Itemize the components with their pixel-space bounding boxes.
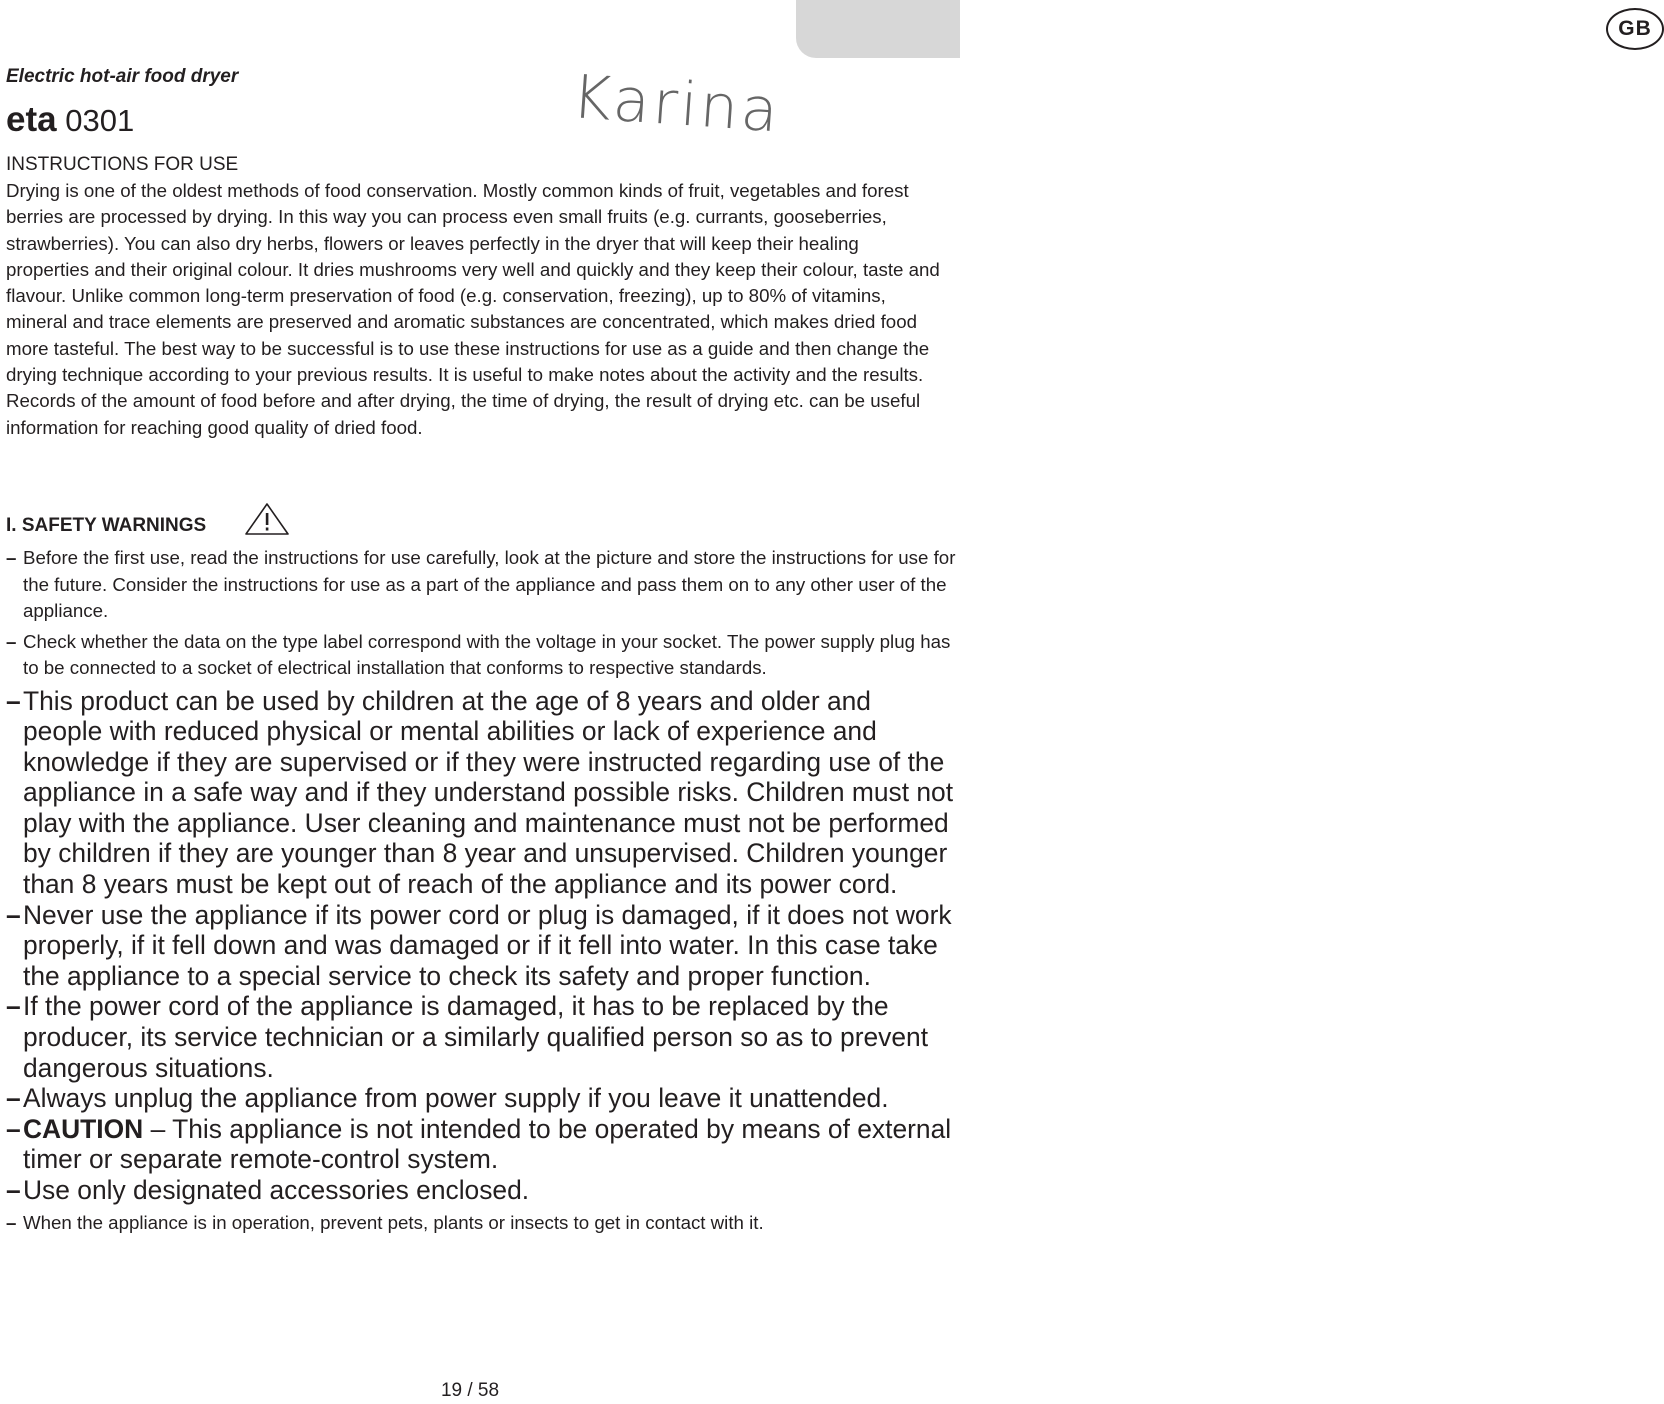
warning-item: [6, 1175, 956, 1206]
caution-dash: –: [150, 1113, 166, 1144]
warning-item: [6, 686, 956, 900]
warning-text: Use only designated accessories enclosed.: [23, 1175, 530, 1205]
warning-text: Always unplug the appliance from power supply if you leave it unattended.: [23, 1083, 889, 1114]
language-badge: GB: [1606, 8, 1664, 50]
warning-text: When the appliance is in operation, prevent pets, plants or insects to get in contact with it.: [23, 1211, 764, 1233]
warning-text: This appliance is not intended to be operated by means of external timer or separate remote-control system.: [23, 1113, 952, 1175]
model-title: [6, 100, 134, 140]
caution-label: CAUTION: [23, 1113, 144, 1144]
warning-text: Before the first use, read the instructions for use carefully, look at the picture and store the instructions for use for the future. Consider the instructions for use as a part of the appliance and pass them on to any other user of the appliance.: [23, 547, 956, 621]
instructions-heading: INSTRUCTIONS FOR USE: [6, 154, 239, 175]
product-logo: Karina: [569, 62, 784, 147]
list-dash: –: [6, 1113, 21, 1144]
list-dash: –: [6, 547, 17, 568]
warning-item: [6, 1083, 956, 1114]
brand-name: eta: [6, 100, 57, 139]
warning-text: This product can be used by children at the age of 8 years and older and people with reduced physical or mental abilities or lack of experience and knowledge if they are supervised or if they were instructed regarding use of the appliance in a safe way and if they understand possible risks. Children must not play with the appliance. User cleaning and maintenance must not be performed by children if they are younger than 8 year and unsupervised. Children younger than 8 years must be kept out of reach of the appliance and its power cord.: [23, 685, 954, 900]
language-tab: [796, 0, 1652, 58]
list-dash: –: [6, 630, 17, 652]
warning-text: Check whether the data on the type label correspond with the voltage in your socket. The power supply plug has to be connected to a socket of electrical installation that conforms to respective standards.: [23, 630, 951, 678]
warning-triangle-icon: [244, 502, 290, 536]
caution-item: [6, 1114, 956, 1175]
warning-item: [6, 545, 956, 625]
model-number: 0301: [65, 103, 135, 138]
warning-item: [6, 629, 956, 682]
list-dash: –: [6, 899, 21, 930]
list-dash: –: [6, 1083, 21, 1114]
warning-text: Never use the appliance if its power cord or plug is damaged, if it does not work properly, if it fell down and was damaged or if it fell into water. In this case take the appliance to a special service to check its safety and proper function.: [23, 899, 952, 991]
intro-paragraph: Drying is one of the oldest methods of food conservation. Mostly common kinds of fruit, vegetables and forest berries are processed by drying. In this way you can process even small fruits (e.g. currants, gooseberries, strawberries). You can also dry herbs, flowers or leaves perfectly in the dryer that will keep their healing properties and their original colour. It dries mushrooms very well and quickly and they keep their colour, taste and flavour. Unlike common long-term preservation of food (e.g. conservation, freezing), up to 80% of vitamins, mineral and trace elements are preserved and aromatic substances are concentrated, which makes dried food more tasteful. The best way to be successful is to use these instructions for use as a guide and then change the drying technique according to your previous results. It is useful to make notes about the activity and the results. Records of the amount of food before and after drying, the time of drying, the result of drying etc. can be useful information for reaching good quality of dried food.: [6, 180, 940, 438]
list-dash: –: [6, 991, 21, 1022]
page-number: 19 / 58: [440, 1380, 500, 1401]
warning-text: If the power cord of the appliance is damaged, it has to be replaced by the producer, its service technician or a similarly qualified person so as to prevent dangerous situations.: [23, 991, 929, 1083]
list-dash: –: [6, 1175, 21, 1205]
list-dash: –: [6, 1211, 17, 1233]
warning-item: [6, 991, 956, 1083]
safety-warnings-heading: I. SAFETY WARNINGS: [6, 515, 207, 536]
list-dash: –: [6, 685, 21, 716]
warning-item: [6, 1210, 956, 1236]
safety-warnings-list: [6, 545, 956, 1236]
warning-item: [6, 900, 956, 992]
document-subtitle: Electric hot-air food dryer: [6, 66, 239, 87]
